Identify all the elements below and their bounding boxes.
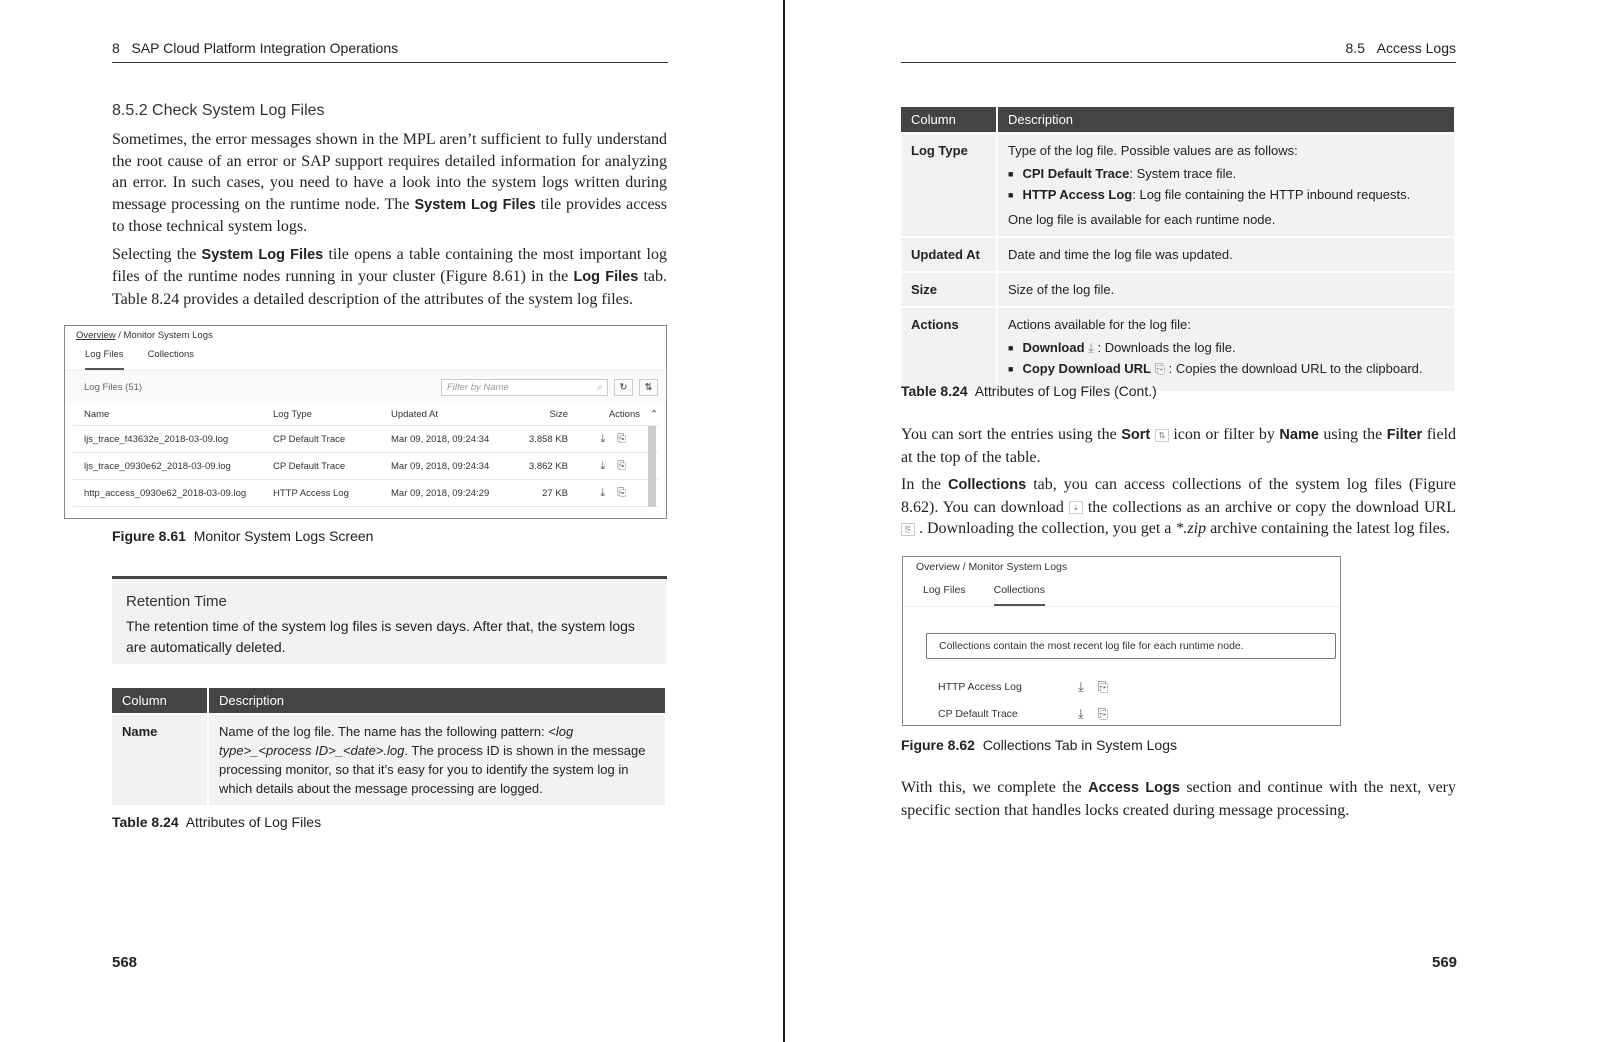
table-row[interactable] — [73, 480, 658, 507]
tab-log-files[interactable]: Log Files — [85, 343, 124, 370]
log-type: HTTP Access Log — [273, 487, 349, 499]
table-row — [901, 133, 1455, 237]
text-run: section and continue with the next, very specific section that handles locks created during message processing. — [901, 779, 1457, 819]
bullet-item — [1008, 338, 1444, 359]
breadcrumb: Overview / Monitor System Logs — [916, 561, 1068, 573]
paragraph — [901, 424, 1456, 468]
attributes-table-right — [901, 107, 1456, 391]
page-number-right: 569 — [1432, 954, 1458, 971]
text-run: You can sort the entries using the — [901, 426, 1122, 443]
paragraph — [901, 474, 1456, 540]
size: 27 KB — [542, 487, 568, 499]
table-row — [901, 272, 1455, 307]
caption-label: Figure 8.62 — [901, 737, 975, 753]
bullet-list — [1008, 338, 1444, 380]
row-desc — [997, 237, 1455, 272]
filter-input[interactable] — [441, 379, 608, 396]
caption-label: Figure 8.61 — [112, 528, 186, 544]
row-key: Log Type — [901, 133, 997, 237]
row-key: Actions — [901, 307, 997, 391]
text-run: Name of the log file. The name has the following pattern: — [219, 724, 549, 739]
row-desc — [997, 272, 1455, 307]
chapter-number: 8 — [112, 40, 120, 56]
figure-8-62-caption — [901, 737, 1177, 753]
page-number-left: 568 — [112, 954, 138, 971]
attributes-table-left — [112, 688, 667, 805]
row-intro: Size of the log file. — [1008, 282, 1115, 297]
col-size[interactable]: Size — [549, 409, 568, 420]
bullet-term: HTTP Access Log — [1022, 187, 1133, 202]
table-row[interactable] — [73, 453, 658, 480]
bullet-item — [1008, 359, 1444, 380]
bullet-text: : System trace file. — [1129, 166, 1237, 181]
filter-placeholder: Filter by Name — [447, 382, 509, 393]
col-name[interactable]: Name — [84, 409, 110, 420]
bold-term: System Log Files — [414, 196, 536, 213]
th-column: Column — [901, 107, 997, 133]
th-description: Description — [997, 107, 1455, 133]
italic-term: *.zip — [1175, 520, 1207, 537]
size: 3.862 KB — [528, 460, 568, 472]
page-divider — [783, 0, 785, 1042]
col-actions: Actions — [608, 409, 640, 420]
copy-url-icon[interactable]: ⎘ — [617, 432, 626, 445]
text-run: tab, you can access collections of the system log files (Figure 8.62). You can download — [901, 476, 1457, 516]
italic-term: <log type>_<process ID>_<date>.log — [219, 724, 574, 758]
table-row — [112, 714, 666, 805]
log-type: CP Default Trace — [273, 433, 346, 445]
log-files-count: Log Files (51) — [84, 382, 143, 393]
text-run: field at the top of the table. — [901, 426, 1457, 466]
bullet-term: Download — [1022, 340, 1085, 355]
row-outro: One log file is available for each runtime node. — [1008, 212, 1276, 227]
scroll-up-icon[interactable]: ⌃ — [650, 409, 658, 420]
log-name: http_access_0930e62_2018-03-09.log — [84, 487, 247, 499]
download-icon[interactable]: ⤓ — [600, 432, 606, 445]
inline-download-icon: ⤓ — [1069, 501, 1083, 514]
log-name: ljs_trace_f43632e_2018-03-09.log — [84, 433, 229, 445]
collection-name: HTTP Access Log — [938, 680, 1022, 693]
scrollbar[interactable] — [648, 426, 656, 453]
table-8-24-caption — [112, 814, 321, 830]
running-header-left — [112, 40, 668, 63]
paragraph — [112, 244, 667, 311]
bullet-text: : Downloads the log file. — [1097, 340, 1236, 355]
scrollbar[interactable] — [648, 453, 656, 480]
row-intro: Actions available for the log file: — [1008, 317, 1191, 332]
bullet-item — [1008, 185, 1444, 206]
copy-url-icon[interactable]: ⎘ — [1097, 678, 1109, 694]
bold-term: Filter — [1386, 427, 1423, 443]
bold-term: System Log Files — [201, 246, 324, 263]
row-key: Name — [112, 714, 208, 805]
bullet-term: CPI Default Trace — [1022, 166, 1130, 181]
text-run: In the — [901, 476, 948, 493]
th-description: Description — [208, 688, 666, 714]
row-intro: Type of the log file. Possible values are as follows: — [1008, 143, 1298, 158]
col-log-type[interactable]: Log Type — [273, 409, 312, 420]
download-icon[interactable]: ⤓ — [600, 459, 606, 472]
closing-paragraph — [901, 777, 1456, 821]
paragraph — [112, 129, 667, 238]
download-icon: ⤓ — [1084, 340, 1098, 355]
caption-text: Collections Tab in System Logs — [982, 737, 1177, 753]
log-name: ljs_trace_0930e62_2018-03-09.log — [84, 460, 231, 472]
right-body-text — [901, 424, 1456, 546]
updated-at: Mar 09, 2018, 09:24:34 — [391, 460, 490, 472]
bullet-text: : Log file containing the HTTP inbound requests. — [1132, 187, 1411, 202]
left-body-text — [112, 129, 667, 316]
inline-sort-icon: ⇅ — [1155, 429, 1169, 442]
download-icon[interactable]: ⤓ — [1078, 678, 1084, 694]
text-run: tab. Table 8.24 provides a detailed description of the attributes of the system log files. — [112, 268, 667, 308]
copy-url-icon: ⎘ — [1150, 361, 1169, 376]
updated-at: Mar 09, 2018, 09:24:29 — [391, 487, 490, 499]
row-intro: Date and time the log file was updated. — [1008, 247, 1233, 262]
updated-at: Mar 09, 2018, 09:24:34 — [391, 433, 490, 445]
text-run: Selecting the — [112, 245, 202, 263]
row-key: Updated At — [901, 237, 997, 272]
text-run: . Downloading the collection, you get a — [919, 520, 1176, 537]
section-header-title: Access Logs — [1376, 40, 1456, 56]
bold-term: Sort — [1121, 427, 1151, 443]
row-key: Size — [901, 272, 997, 307]
bullet-list — [1008, 164, 1444, 206]
table-row[interactable] — [73, 426, 658, 453]
actions — [568, 433, 640, 446]
caption-text: Monitor System Logs Screen — [193, 528, 374, 544]
running-header-right — [901, 40, 1456, 63]
bullet-term: Copy Download URL — [1022, 361, 1151, 376]
bold-term: Log Files — [573, 269, 639, 285]
download-icon[interactable]: ⤓ — [600, 486, 606, 499]
box-text: The retention time of the system log files is seven days. After that, the system logs are automatically deleted. — [126, 618, 635, 655]
text-run: tile provides access to those technical system logs. — [112, 195, 667, 235]
table-8-24-cont-caption — [901, 383, 1157, 399]
tab-log-files[interactable]: Log Files — [923, 584, 966, 596]
text-run: Sometimes, the error messages shown in the MPL aren’t sufficient to fully understand the root cause of an error or SAP support requires detailed information for analyzing an error. In such cases, you need to have a look into the system logs written during message processing on the runtime node. The — [112, 131, 667, 213]
collections-screenshot — [902, 556, 1341, 726]
row-desc — [997, 133, 1455, 237]
text-run: . The process ID is shown in the message processing monitor, so that it’s easy for you to identify the system log in which details about the message processing are logged. — [219, 743, 646, 796]
tab-collections[interactable]: Collections — [147, 349, 195, 360]
copy-url-icon[interactable]: ⎘ — [617, 459, 626, 472]
section-number: 8.5 — [1345, 40, 1365, 56]
caption-text: Attributes of Log Files (Cont.) — [974, 383, 1157, 399]
text-run: using the — [1318, 426, 1387, 443]
bullet-text: : Copies the download URL to the clipboard. — [1168, 361, 1423, 376]
bold-term: Name — [1279, 427, 1319, 443]
text-run: icon or filter by — [1173, 426, 1280, 443]
th-column: Column — [112, 688, 208, 714]
row-desc — [997, 307, 1455, 391]
download-icon[interactable]: ⤓ — [1078, 705, 1084, 721]
box-title: Retention Time — [126, 593, 227, 610]
copy-url-icon[interactable]: ⎘ — [617, 486, 626, 499]
caption-label: Table 8.24 — [112, 814, 179, 830]
text-run: the collections as an archive or copy the download URL — [1087, 498, 1456, 516]
monitor-system-logs-screenshot — [64, 325, 667, 519]
log-type: CP Default Trace — [273, 460, 346, 472]
text-run: archive containing the latest log files. — [1206, 520, 1450, 537]
text-run: With this, we complete the — [901, 779, 1089, 796]
col-updated-at[interactable]: Updated At — [391, 409, 439, 420]
row-desc — [208, 714, 666, 805]
collection-item — [903, 700, 1340, 727]
refresh-icon[interactable]: ↻ — [614, 379, 633, 396]
table-row — [901, 237, 1455, 272]
bold-term: Access Logs — [1088, 780, 1180, 796]
breadcrumb-overview-link[interactable]: Overview — [76, 330, 116, 341]
inline-copy-icon: ⎘ — [901, 523, 915, 536]
figure-8-61-caption — [112, 528, 373, 544]
copy-url-icon[interactable]: ⎘ — [1097, 705, 1109, 721]
actions — [568, 487, 640, 500]
caption-label: Table 8.24 — [901, 383, 968, 399]
collection-name: CP Default Trace — [938, 707, 1018, 720]
breadcrumb-current: / Monitor System Logs — [115, 330, 213, 341]
size: 3.858 KB — [528, 433, 568, 445]
scrollbar[interactable] — [648, 480, 656, 507]
collections-info-message: Collections contain the most recent log file for each runtime node. — [926, 633, 1336, 659]
collection-item — [903, 673, 1340, 700]
text-run: tile opens a table containing the most important log files of the runtime nodes running in your cluster (Figure 8.61) in the — [112, 245, 668, 285]
sort-icon[interactable]: ⇅ — [639, 379, 658, 396]
search-icon[interactable]: ⌕ — [596, 382, 602, 393]
retention-time-box — [112, 576, 667, 664]
table-header-row — [73, 404, 658, 426]
chapter-title: SAP Cloud Platform Integration Operations — [131, 40, 399, 56]
section-title: 8.5.2 Check System Log Files — [112, 102, 325, 119]
bold-term: Collections — [947, 477, 1027, 493]
tab-collections[interactable]: Collections — [994, 578, 1045, 606]
bullet-item — [1008, 164, 1444, 185]
actions — [568, 460, 640, 473]
caption-text: Attributes of Log Files — [185, 814, 322, 830]
table-row — [901, 307, 1455, 391]
